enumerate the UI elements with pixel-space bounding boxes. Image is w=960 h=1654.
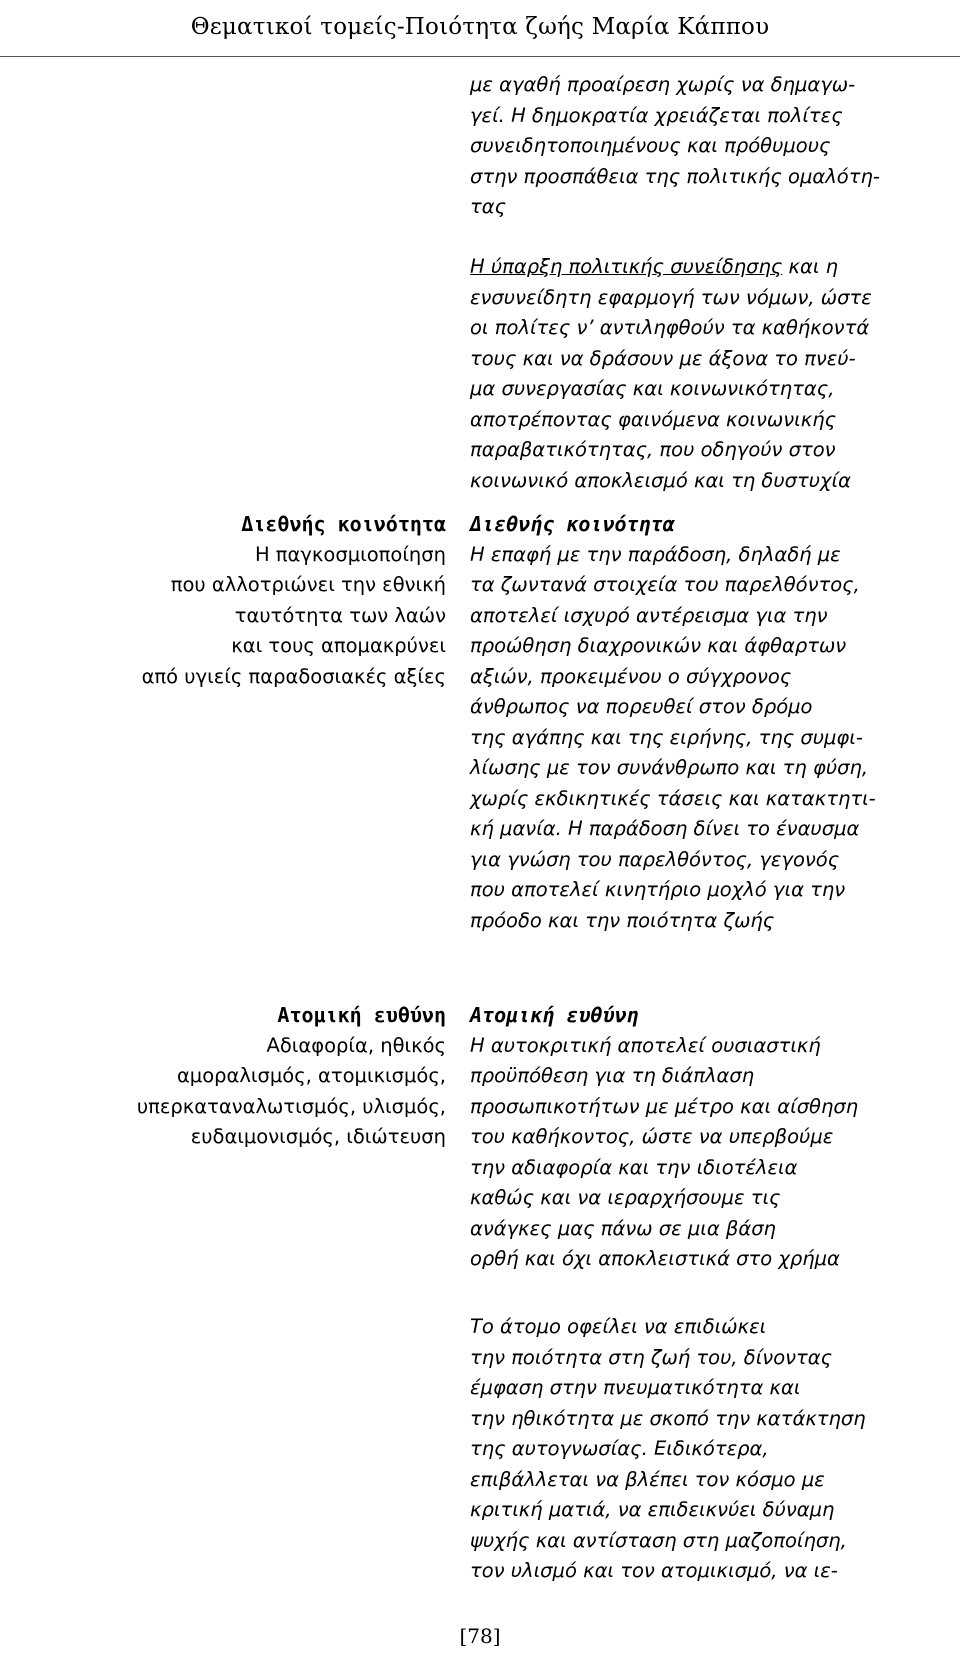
text-line: Η επαφή με την παράδοση, δηλαδή με (470, 542, 841, 566)
text-line: Το άτομο οφείλει να επιδιώκει (470, 1315, 767, 1338)
section-heading: Διεθνής κοινότητα (241, 512, 446, 536)
text-line: μα συνεργασίας και κοινωνικότητας, (470, 377, 835, 400)
text-line: προσωπικοτήτων με μέτρο και αίσθηση (470, 1094, 859, 1118)
text-line: τα ζωντανά στοιχεία του παρελθόντος, (470, 573, 860, 596)
section-heading: Ατομική ευθύνη (470, 1003, 639, 1027)
text-line: του καθήκοντος, ώστε να υπερβούμε (470, 1125, 834, 1148)
page-number: [78] (459, 1624, 501, 1648)
text-line: που αλλοτριώνει την εθνική (170, 573, 446, 596)
text-line: ορθή και όχι αποκλειστικά στο χρήμα (470, 1247, 840, 1270)
text-line: κριτική ματιά, να επιδεικνύει δύναμη (470, 1498, 835, 1521)
text-line: χωρίς εκδικητικές τάσεις και κατακτητι- (470, 786, 876, 810)
right-paragraph-2 (470, 252, 960, 496)
text-line: την ποιότητα στη ζωή του, δίνοντας (470, 1345, 833, 1369)
text-line: και τους απομακρύνει (231, 634, 446, 657)
text-line: την αδιαφορία και την ιδιοτέλεια (470, 1155, 798, 1179)
text-line: που αποτελεί κινητήριο μοχλό για την (470, 878, 846, 901)
text-line: ταυτότητα των λαών (234, 603, 446, 627)
text-line: τους και να δράσουν με άξονα το πνεύ- (470, 346, 856, 370)
text-line: τας (470, 195, 507, 218)
left-section-responsibility (26, 1000, 446, 1153)
text-line: από υγιείς παραδοσιακές αξίες (141, 664, 446, 688)
text-line: την ηθικότητα με σκοπό την κατάκτηση (470, 1406, 866, 1430)
text-line: ενσυνείδητη εφαρμογή των νόμων, ώστε (470, 285, 872, 309)
text-line: αποτελεί ισχυρό αντέρεισμα για την (470, 603, 828, 627)
text-line: αμοραλισμός, ατομικισμός, (176, 1064, 446, 1087)
text-line: στην προσπάθεια της πολιτικής ομαλότη- (470, 164, 880, 188)
text-line: ευδαιμονισμός, ιδιώτευση (190, 1125, 446, 1148)
text-fragment: και η (782, 255, 839, 278)
text-line: κοινωνικό αποκλεισμό και τη δυστυχία (470, 468, 851, 492)
section-heading: Διεθνής κοινότητα (470, 512, 675, 536)
section-heading: Ατομική ευθύνη (277, 1003, 446, 1027)
text-line: καθώς και να ιεραρχήσουμε τις (470, 1186, 781, 1209)
right-section-international (470, 509, 960, 936)
text-line: αξιών, προκειμένου ο σύγχρονος (470, 664, 792, 688)
right-paragraph-1 (470, 70, 960, 223)
text-line (470, 252, 960, 283)
text-line: ανάγκες μας πάνω σε μια βάση (470, 1216, 776, 1240)
text-line: επιβάλλεται να βλέπει τον κόσμο με (470, 1467, 825, 1491)
header-title: Θεματικοί τομείς-Ποιότητα ζωής Μαρία Κάππου (190, 14, 770, 40)
text-line: τον υλισμό και τον ατομικισμό, να ιε- (470, 1559, 838, 1582)
text-line: λίωσης με τον συνάνθρωπο και τη φύση, (470, 756, 869, 779)
text-line: γεί. Η δημοκρατία χρειάζεται πολίτες (470, 103, 843, 127)
left-section-international (26, 509, 446, 692)
text-line: Η παγκοσμιοποίηση (254, 542, 446, 566)
underlined-phrase: Η ύπαρξη πολιτικής συνείδησης (470, 255, 783, 278)
text-line: της αγάπης και της ειρήνης, της συμφι- (470, 725, 863, 749)
text-line: με αγαθή προαίρεση χωρίς να δημαγω- (470, 73, 856, 96)
text-line: έμφαση στην πνευματικότητα και (470, 1376, 801, 1399)
text-line: προϋπόθεση για τη διάπλαση (470, 1064, 755, 1087)
text-line: της αυτογνωσίας. Ειδικότερα, (470, 1437, 769, 1460)
page-header (0, 0, 960, 57)
text-line: αποτρέποντας φαινόμενα κοινωνικής (470, 407, 837, 431)
text-line: ψυχής και αντίσταση στη μαζοποίηση, (470, 1528, 847, 1552)
text-line: κή μανία. Η παράδοση δίνει το έναυσμα (470, 817, 860, 840)
text-line: πρόοδο και την ποιότητα ζωής (470, 908, 775, 932)
text-line: προώθηση διαχρονικών και άφθαρτων (470, 634, 847, 657)
right-section-responsibility (470, 1000, 960, 1275)
text-line: για γνώση του παρελθόντος, γεγονός (470, 847, 840, 871)
text-line: συνειδητοποιημένους και πρόθυμους (470, 134, 831, 157)
text-line: παραβατικότητας, που οδηγούν στον (470, 438, 836, 461)
text-line: Αδιαφορία, ηθικός (266, 1033, 446, 1057)
text-line: Η αυτοκριτική αποτελεί ουσιαστική (470, 1033, 821, 1057)
text-line: οι πολίτες ν’ αντιληφθούν τα καθήκοντά (470, 316, 870, 339)
text-line: υπερκαταναλωτισμός, υλισμός, (136, 1094, 446, 1118)
right-paragraph-5 (470, 1312, 960, 1587)
text-line: άνθρωπος να πορευθεί στον δρόμο (470, 695, 813, 718)
